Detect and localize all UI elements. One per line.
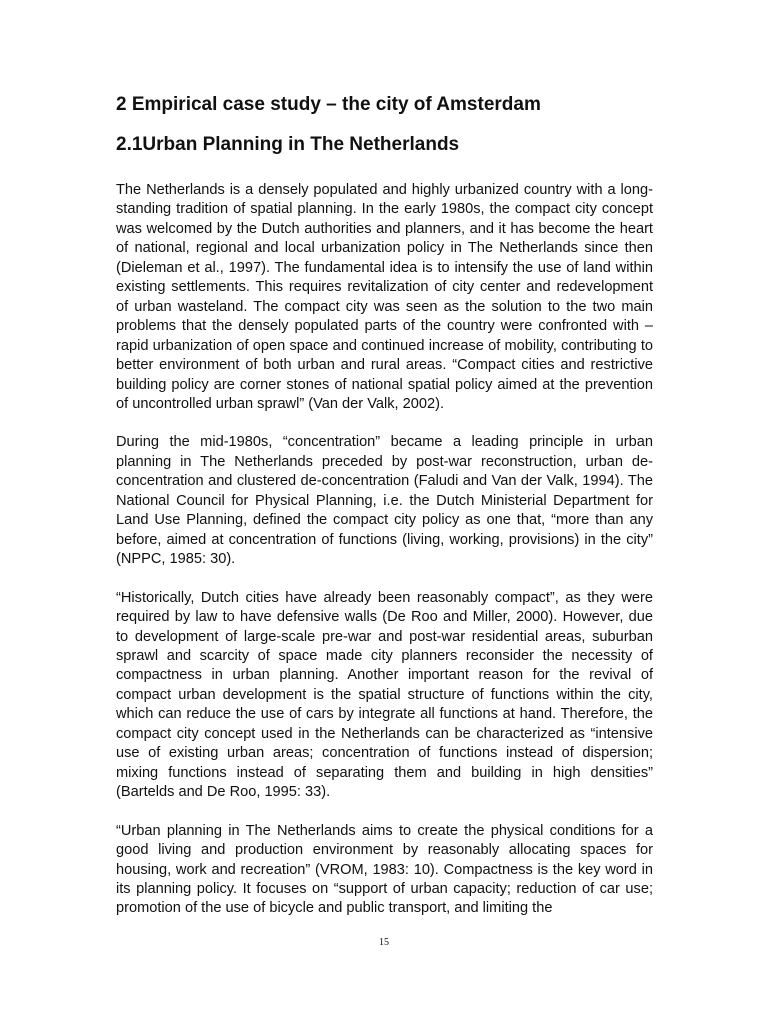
paragraph-2: During the mid-1980s, “concentration” became a leading principle in urban planning in The Netherlands preceded by post-war reconstruction, urban de-concentration and clustered de-concentration (Faludi and Van der Valk, 1994). The National Council for Physical Planning, i.e. the Dutch Ministerial Department for Land Use Planning, defined the compact city policy as one that, “more than any before, aimed at concentration of functions (living, working, provisions) in the city” (NPPC, 1985: 30). xyxy=(116,434,653,568)
paragraph-3: “Historically, Dutch cities have already been reasonably compact”, as they were required by law to have defensive walls (De Roo and Miller, 2000). However, due to development of large-scale pre-war and post-war residential areas, suburban sprawl and scarcity of space made city planners reconsider the necessity of compactness in urban planning. Another important reason for the revival of compact urban development is the spatial structure of functions within the city, which can reduce the use of cars by integrate all functions at hand. Therefore, the compact city concept used in the Netherlands can be characterized as “intensive use of existing urban areas; concentration of functions instead of dispersion; mixing functions instead of separating them and building in high densities” (Bartelds and De Roo, 1995: 33). xyxy=(116,589,653,801)
page-content xyxy=(116,92,653,938)
chapter-heading: 2 Empirical case study – the city of Amsterdam xyxy=(116,94,541,115)
page-number: 15 xyxy=(379,937,389,948)
paragraph-4: “Urban planning in The Netherlands aims to create the physical conditions for a good living and production environment by reasonably allocating spaces for housing, work and recreation” (VROM, 1983: 10). Compactness is the key word in its planning policy. It focuses on “support of urban capacity; reduction of car use; promotion of the use of bicycle and public transport, and limiting the xyxy=(116,822,653,917)
body-text xyxy=(116,181,653,919)
paragraph-1: The Netherlands is a densely populated and highly urbanized country with a long-standing tradition of spatial planning. In the early 1980s, the compact city concept was welcomed by the Dutch authorities and planners, and it has become the heart of national, regional and local urbanization policy in The Netherlands since then (Dieleman et al., 1997). The fundamental idea is to intensify the use of land within existing settlements. This requires revitalization of city center and redevelopment of urban wasteland. The compact city was seen as the solution to the two main problems that the densely populated parts of the country were confronted with – rapid urbanization of open space and continued increase of mobility, contributing to better environment of both urban and rural areas. “Compact cities and restrictive building policy are corner stones of national spatial policy aimed at the prevention of uncontrolled urban sprawl” (Van der Valk, 2002). xyxy=(116,182,653,412)
section-heading: 2.1Urban Planning in The Netherlands xyxy=(116,134,460,155)
